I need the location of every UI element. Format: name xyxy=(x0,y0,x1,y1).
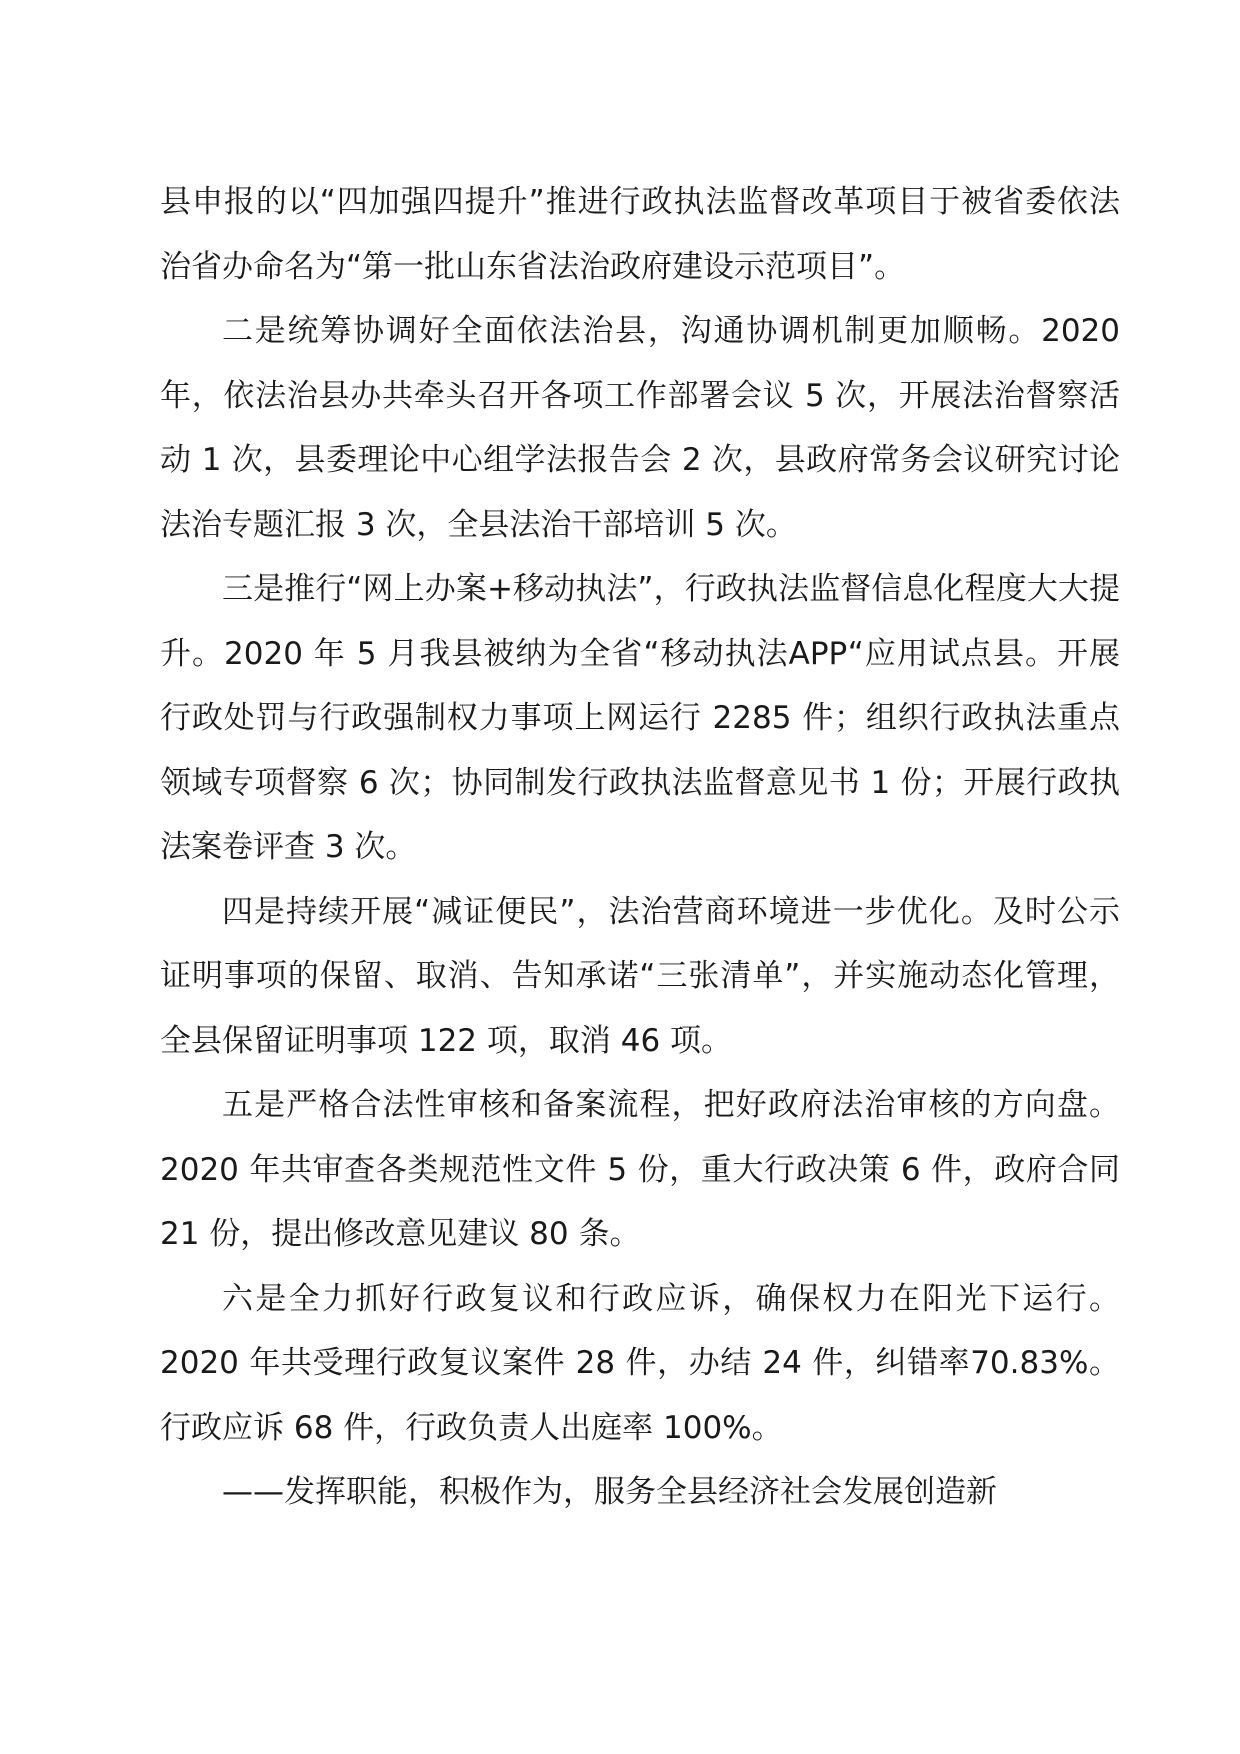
body-text xyxy=(160,170,1120,1525)
paragraph-function-section: ——发挥职能，积极作为，服务全县经济社会发展创造新 xyxy=(222,1474,997,1510)
paragraph-online-enforcement: 三是推行“网上办案+移动执法”，行政执法监督信息化程度大大提升。2020 年 5 月我县被纳为全省“移动执法APP“应用试点县。开展行政处罚与行政强制权力事项上网运行 2285 件；组织行政执法重点领域专项督察 6 次；协同制发行政执法监督意见书 1 份；开展行政执法案卷评查 3 次。 xyxy=(160,571,1120,865)
paragraph-legality-review: 五是严格合法性审核和备案流程，把好政府法治审核的方向盘。2020 年共审查各类规范性文件 5 份，重大行政决策 6 件，政府合同 21 份，提出修改意见建议 80 条。 xyxy=(160,1087,1120,1252)
paragraph-overall-coordination: 二是统筹协调好全面依法治县，沟通协调机制更加顺畅。2020 年，依法治县办共牵头召开各项工作部署会议 5 次，开展法治督察活动 1 次，县委理论中心组学法报告会 2 次，县政府常务会议研究讨论法治专题汇报 3 次，全县法治干部培训 5 次。 xyxy=(160,313,1120,543)
paragraph-continued: 县申报的以“四加强四提升”推进行政执法监督改革项目于被省委依法治省办命名为“第一批山东省法治政府建设示范项目”。 xyxy=(160,184,1120,285)
paragraph-certificate-reduction: 四是持续开展“减证便民”，法治营商环境进一步优化。及时公示证明事项的保留、取消、告知承诺“三张清单”，并实施动态化管理，全县保留证明事项 122 项，取消 46 项。 xyxy=(160,893,1120,1059)
paragraph-administrative-review: 六是全力抓好行政复议和行政应诉，确保权力在阳光下运行。2020 年共受理行政复议案件 28 件，办结 24 件，纠错率70.83%。行政应诉 68 件，行政负责人出庭率 100%。 xyxy=(160,1280,1120,1446)
